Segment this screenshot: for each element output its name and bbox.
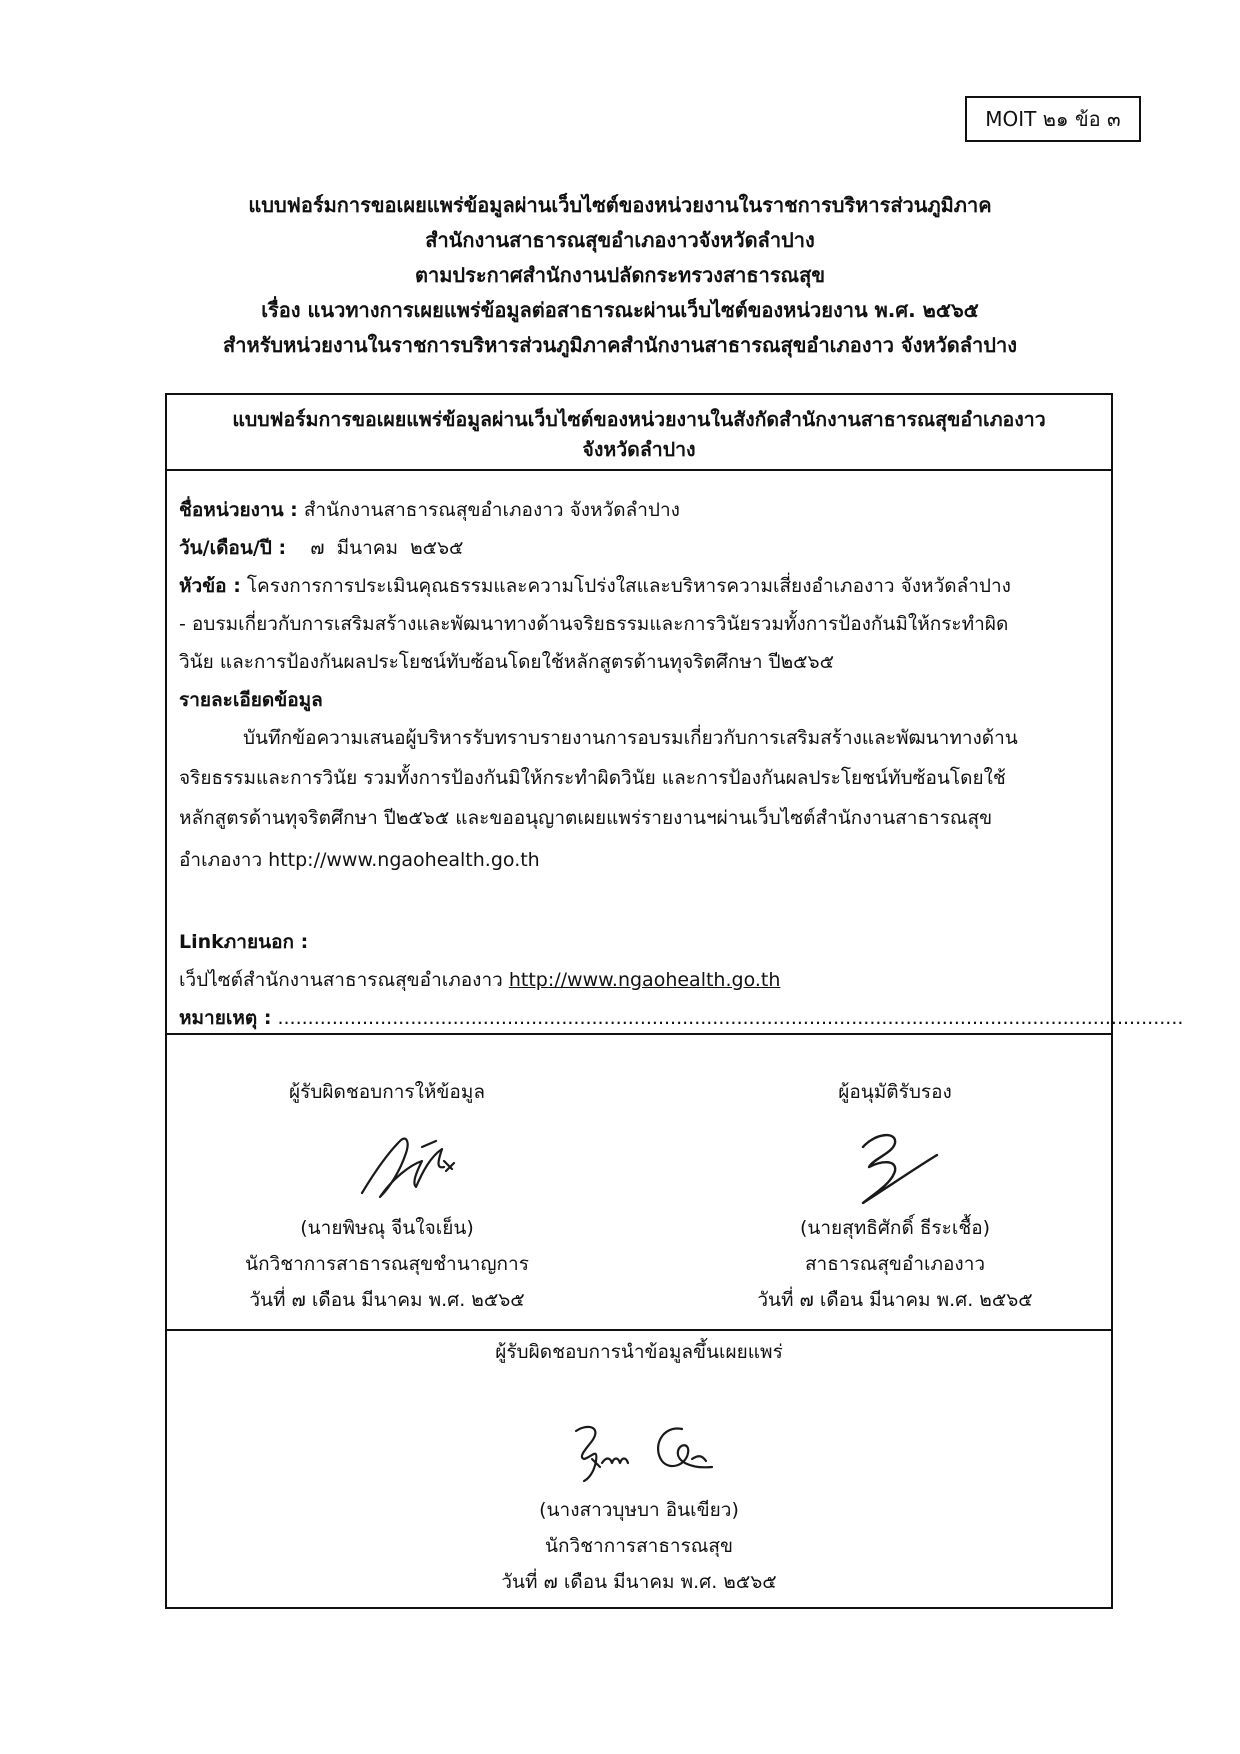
signer-right [695, 1035, 1095, 1331]
signature-section [167, 1033, 1111, 1331]
publisher-name: (นางสาวบุษบา อินเขียว) [539, 1499, 739, 1521]
link-row [179, 965, 780, 995]
signature-publisher [562, 1417, 732, 1487]
unit-value: สำนักงานสาธารณสุขอำเภองาว จังหวัดลำปาง [297, 499, 680, 521]
signer-right-role: ผู้อนุมัติรับรอง [838, 1081, 952, 1103]
header-line-5: สำหรับหน่วยงานในราชการบริหารส่วนภูมิภาคสำนักงานสาธารณสุขอำเภองาว จังหวัดลำปาง [223, 333, 1017, 357]
unit-row [179, 495, 680, 525]
header-line-4: เรื่อง แนวทางการเผยแพร่ข้อมูลต่อสาธารณะผ่านเว็บไซต์ของหน่วยงาน พ.ศ. ๒๕๖๕ [261, 298, 979, 322]
header-line-1: แบบฟอร์มการขอเผยแพร่ข้อมูลผ่านเว็บไซต์ของหน่วยงานในราชการบริหารส่วนภูมิภาค [248, 193, 992, 217]
header-line-3: ตามประกาศสำนักงานปลัดกระทรวงสาธารณสุข [414, 263, 825, 287]
link-label: Linkภายนอก : [179, 931, 309, 953]
signer-left-role: ผู้รับผิดชอบการให้ข้อมูล [289, 1081, 485, 1103]
form-title-line-2: จังหวัดลำปาง [582, 438, 696, 461]
remark-row [179, 1003, 1183, 1033]
date-label: วัน/เดือน/ปี : [179, 537, 287, 559]
detail-line-3: หลักสูตรด้านทุจริตศึกษา ปี๒๕๖๕ และขออนุญาตเผยแพร่รายงานฯผ่านเว็บไซต์สำนักงานสาธารณสุข [179, 807, 993, 829]
detail-label: รายละเอียดข้อมูล [179, 689, 323, 711]
signer-left-date: วันที่ ๗ เดือน มีนาคม พ.ศ. ๒๕๖๕ [249, 1289, 525, 1311]
signer-right-date: วันที่ ๗ เดือน มีนาคม พ.ศ. ๒๕๖๕ [757, 1289, 1033, 1311]
signer-left-name: (นายพิษณุ จีนใจเย็น) [300, 1217, 474, 1239]
signer-right-name: (นายสุทธิศักดิ์ ธีระเชื้อ) [799, 1217, 991, 1239]
signature-right [845, 1123, 945, 1213]
signature-left [352, 1127, 462, 1207]
document-header [90, 188, 1150, 363]
topic-line-3: วินัย และการป้องกันผลประโยชน์ทับซ้อนโดยใช้หลักสูตรด้านทุจริตศึกษา ปี๒๕๖๕ [179, 651, 834, 673]
unit-label: ชื่อหน่วยงาน : [179, 499, 298, 521]
detail-line-2: จริยธรรมและการวินัย รวมทั้งการป้องกันมิให้กระทำผิดวินัย และการป้องกันผลประโยชน์ทับซ้อนโดยใช้ [179, 767, 1006, 789]
detail-line-4: อำเภองาว http://www.ngaohealth.go.th [179, 849, 540, 871]
publisher-position: นักวิชาการสาธารณสุข [544, 1535, 734, 1557]
topic-line-2: - อบรมเกี่ยวกับการเสริมสร้างและพัฒนาทางด้านจริยธรรมและการวินัยรวมทั้งการป้องกันมิให้กระทำผิด [179, 613, 1009, 635]
publisher-role: ผู้รับผิดชอบการนำข้อมูลขึ้นเผยแพร่ [495, 1341, 783, 1363]
topic-value: โครงการการประเมินคุณธรรมและความโปร่งใสและบริหารความเสี่ยงอำเภองาว จังหวัดลำปาง [240, 575, 1011, 597]
date-value: ๗ มีนาคม ๒๕๖๕ [286, 537, 464, 559]
moit-label: MOIT ๒๑ ข้อ ๓ [985, 107, 1121, 131]
signer-publisher [167, 1331, 1111, 1607]
signer-left [187, 1035, 587, 1331]
form-box [165, 393, 1184, 1609]
date-row [179, 533, 463, 563]
signer-left-position: นักวิชาการสาธารณสุขชำนาญการ [245, 1253, 529, 1275]
moit-reference-box [965, 96, 1141, 142]
website-link[interactable]: http://www.ngaohealth.go.th [508, 969, 781, 991]
form-title [167, 395, 1111, 471]
publisher-date: วันที่ ๗ เดือน มีนาคม พ.ศ. ๒๕๖๕ [501, 1571, 777, 1593]
remark-dots: ...................................................................................................................................................... [271, 1007, 1184, 1029]
detail-line-1: บันทึกข้อความเสนอผู้บริหารรับทราบรายงานการอบรมเกี่ยวกับการเสริมสร้างและพัฒนาทางด้าน [243, 727, 1018, 749]
form-title-line-1: แบบฟอร์มการขอเผยแพร่ข้อมูลผ่านเว็บไซต์ของหน่วยงานในสังกัดสำนักงานสาธารณสุขอำเภองาว [232, 408, 1046, 431]
remark-label: หมายเหตุ : [179, 1007, 272, 1029]
topic-row [179, 571, 1011, 601]
signer-right-position: สาธารณสุขอำเภองาว [804, 1253, 986, 1275]
header-line-2: สำนักงานสาธารณสุขอำเภองาวจังหวัดลำปาง [425, 228, 815, 252]
publisher-section [167, 1331, 1111, 1609]
link-text: เว็ปไซต์สำนักงานสาธารณสุขอำเภองาว [179, 969, 509, 991]
topic-label: หัวข้อ : [179, 575, 241, 597]
